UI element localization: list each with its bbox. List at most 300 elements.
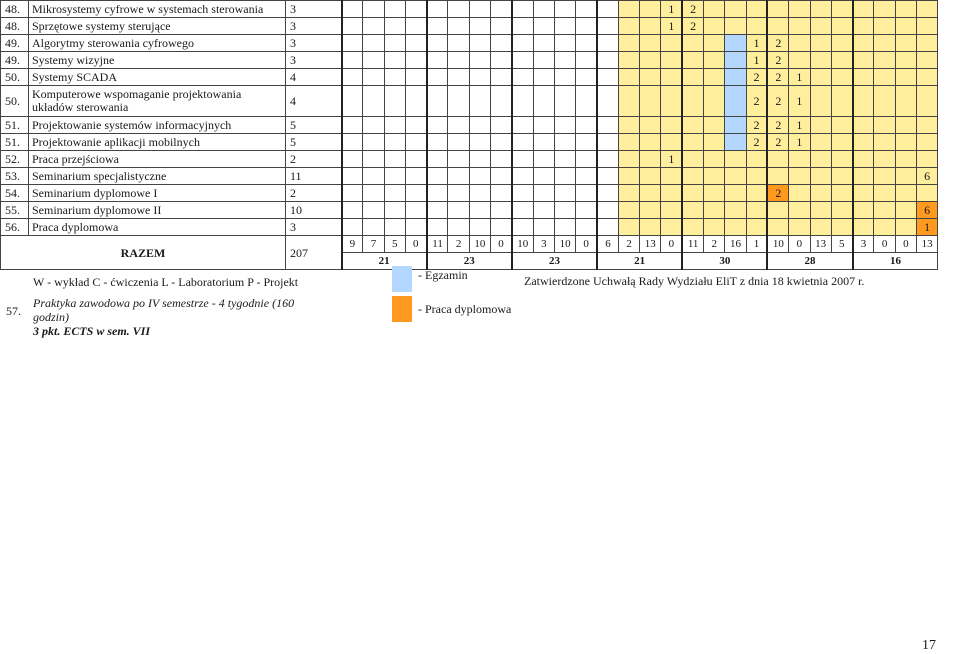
hours-cell: 1 bbox=[789, 69, 810, 86]
hours-cell bbox=[342, 168, 363, 185]
hours-cell bbox=[895, 185, 916, 202]
hours-cell: 1 bbox=[789, 86, 810, 117]
hours-cell bbox=[512, 151, 533, 168]
hours-cell bbox=[704, 134, 725, 151]
hours-cell bbox=[342, 185, 363, 202]
row-number: 55. bbox=[1, 202, 29, 219]
hours-cell bbox=[512, 185, 533, 202]
hours-cell bbox=[810, 134, 831, 151]
hours-cell bbox=[895, 86, 916, 117]
hours-cell bbox=[853, 168, 874, 185]
hours-cell bbox=[533, 117, 554, 134]
hours-cell bbox=[363, 151, 384, 168]
hours-cell: 1 bbox=[746, 52, 767, 69]
hours-cell bbox=[576, 151, 597, 168]
hours-cell bbox=[831, 185, 852, 202]
legend-practice-ects: 3 pkt. ECTS w sem. VII bbox=[33, 324, 151, 338]
hours-cell bbox=[640, 168, 661, 185]
hours-cell bbox=[874, 1, 895, 18]
hours-cell bbox=[704, 185, 725, 202]
row-number: 50. bbox=[1, 69, 29, 86]
table-row bbox=[1, 86, 938, 117]
hours-cell bbox=[469, 69, 490, 86]
hours-cell bbox=[597, 86, 618, 117]
hours-cell bbox=[831, 86, 852, 117]
hours-cell bbox=[533, 202, 554, 219]
hours-cell bbox=[405, 35, 426, 52]
hours-cell bbox=[363, 117, 384, 134]
hours-cell bbox=[491, 219, 512, 236]
hours-cell bbox=[427, 151, 448, 168]
hours-cell bbox=[469, 202, 490, 219]
hours-cell bbox=[853, 219, 874, 236]
hours-cell bbox=[448, 18, 469, 35]
subject-name: Praca dyplomowa bbox=[29, 219, 286, 236]
total-hours-cell: 5 bbox=[831, 236, 852, 253]
hours-cell bbox=[576, 35, 597, 52]
legend-practice: Praktyka zawodowa po IV semestrze - 4 tygodnie (160 godzin) bbox=[33, 296, 295, 324]
hours-cell bbox=[682, 35, 703, 52]
total-hours-cell: 3 bbox=[533, 236, 554, 253]
hours-cell bbox=[554, 151, 575, 168]
hours-cell bbox=[405, 18, 426, 35]
hours-cell bbox=[512, 168, 533, 185]
hours-cell: 1 bbox=[661, 18, 682, 35]
row-number: 50. bbox=[1, 86, 29, 117]
total-hours-cell: 10 bbox=[469, 236, 490, 253]
hours-cell bbox=[895, 52, 916, 69]
hours-cell bbox=[469, 35, 490, 52]
hours-cell bbox=[874, 35, 895, 52]
hours-cell: 2 bbox=[682, 1, 703, 18]
hours-cell bbox=[448, 168, 469, 185]
hours-cell bbox=[597, 69, 618, 86]
hours-cell bbox=[618, 52, 639, 69]
hours-cell bbox=[512, 69, 533, 86]
hours-cell bbox=[853, 117, 874, 134]
hours-cell bbox=[831, 69, 852, 86]
hours-cell: 1 bbox=[661, 1, 682, 18]
hours-cell bbox=[342, 151, 363, 168]
hours-cell bbox=[661, 52, 682, 69]
hours-cell bbox=[895, 117, 916, 134]
total-hours-cell: 2 bbox=[704, 236, 725, 253]
hours-cell bbox=[384, 151, 405, 168]
hours-cell bbox=[618, 134, 639, 151]
hours-cell bbox=[831, 1, 852, 18]
hours-cell bbox=[917, 86, 938, 117]
hours-cell bbox=[491, 1, 512, 18]
table-row bbox=[1, 134, 938, 151]
row-number: 48. bbox=[1, 1, 29, 18]
hours-cell bbox=[640, 134, 661, 151]
hours-cell bbox=[427, 219, 448, 236]
row-number: 53. bbox=[1, 168, 29, 185]
hours-cell bbox=[448, 219, 469, 236]
hours-cell bbox=[363, 185, 384, 202]
hours-cell bbox=[405, 219, 426, 236]
hours-cell bbox=[427, 52, 448, 69]
subject-name: Algorytmy sterowania cyfrowego bbox=[29, 35, 286, 52]
hours-cell bbox=[469, 219, 490, 236]
hours-cell bbox=[661, 69, 682, 86]
hours-cell bbox=[725, 219, 746, 236]
hours-cell bbox=[853, 86, 874, 117]
hours-cell bbox=[831, 52, 852, 69]
row-number: 56. bbox=[1, 219, 29, 236]
hours-cell bbox=[831, 134, 852, 151]
hours-cell bbox=[810, 202, 831, 219]
hours-cell: 1 bbox=[789, 117, 810, 134]
hours-cell bbox=[917, 1, 938, 18]
hours-cell bbox=[618, 86, 639, 117]
table-row bbox=[1, 52, 938, 69]
hours-cell bbox=[640, 52, 661, 69]
hours-cell: 1 bbox=[661, 151, 682, 168]
hours-cell bbox=[789, 151, 810, 168]
hours-cell bbox=[342, 219, 363, 236]
hours-cell bbox=[746, 219, 767, 236]
hours-cell bbox=[725, 202, 746, 219]
hours-cell bbox=[597, 185, 618, 202]
hours-cell bbox=[725, 134, 746, 151]
hours-cell bbox=[682, 202, 703, 219]
hours-cell bbox=[618, 69, 639, 86]
razem-label: RAZEM bbox=[1, 236, 286, 270]
hours-cell bbox=[682, 134, 703, 151]
hours-cell bbox=[533, 185, 554, 202]
hours-cell bbox=[704, 35, 725, 52]
hours-cell bbox=[491, 69, 512, 86]
hours-cell bbox=[618, 117, 639, 134]
hours-cell bbox=[576, 117, 597, 134]
hours-cell: 1 bbox=[789, 134, 810, 151]
hours-cell bbox=[597, 52, 618, 69]
hours-cell bbox=[576, 18, 597, 35]
hours-cell bbox=[789, 168, 810, 185]
hours-cell bbox=[895, 69, 916, 86]
semester-ects-cell: 16 bbox=[853, 253, 938, 270]
table-row bbox=[1, 202, 938, 219]
hours-cell bbox=[895, 1, 916, 18]
hours-cell bbox=[618, 151, 639, 168]
total-hours-cell: 0 bbox=[491, 236, 512, 253]
hours-cell bbox=[640, 1, 661, 18]
hours-cell bbox=[874, 117, 895, 134]
hours-cell bbox=[342, 35, 363, 52]
hours-cell bbox=[661, 134, 682, 151]
hours-cell bbox=[342, 18, 363, 35]
subject-name: Projektowanie aplikacji mobilnych bbox=[29, 134, 286, 151]
hours-cell bbox=[725, 185, 746, 202]
hours-cell bbox=[448, 202, 469, 219]
hours-cell bbox=[895, 35, 916, 52]
hours-cell bbox=[384, 52, 405, 69]
hours-cell bbox=[491, 35, 512, 52]
hours-cell bbox=[746, 202, 767, 219]
hours-cell bbox=[704, 117, 725, 134]
table-row bbox=[1, 1, 938, 18]
total-hours-cell: 13 bbox=[640, 236, 661, 253]
hours-cell bbox=[448, 185, 469, 202]
hours-cell bbox=[831, 202, 852, 219]
exam-color-swatch bbox=[392, 266, 412, 292]
total-hours-cell: 10 bbox=[767, 236, 788, 253]
total-hours-cell: 16 bbox=[725, 236, 746, 253]
hours-cell bbox=[554, 134, 575, 151]
hours-cell bbox=[725, 151, 746, 168]
hours-cell bbox=[597, 202, 618, 219]
hours-cell bbox=[789, 202, 810, 219]
hours-cell bbox=[491, 185, 512, 202]
hours-cell bbox=[618, 185, 639, 202]
subject-ects: 3 bbox=[286, 18, 342, 35]
hours-cell bbox=[895, 18, 916, 35]
hours-cell bbox=[661, 117, 682, 134]
hours-cell bbox=[640, 86, 661, 117]
hours-cell bbox=[491, 202, 512, 219]
hours-cell bbox=[533, 52, 554, 69]
subject-ects: 3 bbox=[286, 52, 342, 69]
hours-cell bbox=[831, 168, 852, 185]
hours-cell bbox=[831, 219, 852, 236]
hours-cell bbox=[384, 168, 405, 185]
subject-name: Systemy SCADA bbox=[29, 69, 286, 86]
hours-cell bbox=[874, 185, 895, 202]
hours-cell bbox=[342, 1, 363, 18]
table-row bbox=[1, 69, 938, 86]
hours-cell bbox=[789, 52, 810, 69]
hours-cell bbox=[405, 185, 426, 202]
hours-cell: 2 bbox=[746, 69, 767, 86]
subject-name: Projektowanie systemów informacyjnych bbox=[29, 117, 286, 134]
subject-ects: 3 bbox=[286, 35, 342, 52]
hours-cell bbox=[640, 117, 661, 134]
hours-cell bbox=[618, 168, 639, 185]
hours-cell bbox=[704, 1, 725, 18]
hours-cell bbox=[576, 86, 597, 117]
hours-cell bbox=[533, 134, 554, 151]
subject-ects: 4 bbox=[286, 86, 342, 117]
hours-cell bbox=[554, 185, 575, 202]
total-hours-cell: 6 bbox=[597, 236, 618, 253]
hours-cell bbox=[576, 1, 597, 18]
hours-cell bbox=[405, 1, 426, 18]
total-hours-cell: 13 bbox=[810, 236, 831, 253]
hours-cell bbox=[363, 1, 384, 18]
hours-cell bbox=[491, 134, 512, 151]
row-number: 49. bbox=[1, 52, 29, 69]
hours-cell bbox=[469, 86, 490, 117]
hours-cell bbox=[661, 86, 682, 117]
hours-cell bbox=[618, 35, 639, 52]
hours-cell bbox=[554, 202, 575, 219]
hours-cell: 2 bbox=[767, 185, 788, 202]
hours-cell bbox=[746, 18, 767, 35]
hours-cell bbox=[363, 219, 384, 236]
hours-cell bbox=[533, 151, 554, 168]
hours-cell bbox=[363, 69, 384, 86]
hours-cell bbox=[384, 18, 405, 35]
hours-cell bbox=[427, 35, 448, 52]
hours-cell bbox=[427, 168, 448, 185]
hours-cell bbox=[363, 35, 384, 52]
hours-cell bbox=[618, 219, 639, 236]
hours-cell bbox=[682, 185, 703, 202]
hours-cell bbox=[342, 134, 363, 151]
hours-cell bbox=[469, 185, 490, 202]
total-hours-cell: 0 bbox=[789, 236, 810, 253]
hours-cell bbox=[831, 18, 852, 35]
hours-cell bbox=[554, 219, 575, 236]
total-hours-cell: 3 bbox=[853, 236, 874, 253]
hours-cell bbox=[810, 219, 831, 236]
hours-cell bbox=[576, 134, 597, 151]
hours-cell bbox=[363, 168, 384, 185]
page-number: 17 bbox=[922, 638, 936, 653]
hours-cell bbox=[725, 35, 746, 52]
hours-cell bbox=[767, 202, 788, 219]
table-row bbox=[1, 151, 938, 168]
hours-cell bbox=[363, 18, 384, 35]
hours-cell bbox=[661, 202, 682, 219]
hours-cell bbox=[682, 86, 703, 117]
hours-cell bbox=[448, 86, 469, 117]
legend-class-types: W - wykład C - ćwiczenia L - Laboratorium P - Projekt bbox=[33, 275, 299, 289]
hours-cell bbox=[491, 86, 512, 117]
total-hours-cell: 0 bbox=[895, 236, 916, 253]
hours-cell bbox=[427, 86, 448, 117]
hours-cell bbox=[427, 1, 448, 18]
total-hours-cell: 0 bbox=[576, 236, 597, 253]
total-hours-cell: 7 bbox=[363, 236, 384, 253]
hours-cell bbox=[576, 52, 597, 69]
hours-cell bbox=[491, 18, 512, 35]
hours-cell bbox=[874, 18, 895, 35]
hours-cell bbox=[917, 185, 938, 202]
hours-cell bbox=[533, 1, 554, 18]
hours-cell bbox=[853, 134, 874, 151]
hours-cell bbox=[512, 117, 533, 134]
hours-cell bbox=[853, 69, 874, 86]
hours-cell bbox=[682, 69, 703, 86]
hours-cell bbox=[746, 185, 767, 202]
hours-cell: 2 bbox=[746, 86, 767, 117]
hours-cell bbox=[618, 1, 639, 18]
hours-cell bbox=[831, 151, 852, 168]
hours-cell bbox=[597, 151, 618, 168]
hours-cell bbox=[767, 168, 788, 185]
hours-cell bbox=[576, 185, 597, 202]
hours-cell bbox=[746, 168, 767, 185]
hours-cell bbox=[810, 86, 831, 117]
hours-cell bbox=[640, 18, 661, 35]
total-hours-cell: 10 bbox=[554, 236, 575, 253]
hours-cell bbox=[363, 134, 384, 151]
hours-cell bbox=[512, 134, 533, 151]
hours-cell bbox=[853, 18, 874, 35]
hours-cell bbox=[533, 168, 554, 185]
hours-cell bbox=[874, 69, 895, 86]
semester-ects-cell: 21 bbox=[597, 253, 682, 270]
hours-cell bbox=[342, 202, 363, 219]
hours-cell bbox=[597, 117, 618, 134]
hours-cell bbox=[405, 117, 426, 134]
hours-cell bbox=[405, 69, 426, 86]
hours-cell bbox=[895, 219, 916, 236]
hours-cell: 2 bbox=[767, 134, 788, 151]
total-hours-cell: 9 bbox=[342, 236, 363, 253]
hours-cell bbox=[704, 52, 725, 69]
subject-ects: 11 bbox=[286, 168, 342, 185]
hours-cell bbox=[597, 35, 618, 52]
hours-cell bbox=[554, 168, 575, 185]
hours-cell: 1 bbox=[746, 35, 767, 52]
hours-cell bbox=[917, 134, 938, 151]
hours-cell bbox=[767, 18, 788, 35]
hours-cell bbox=[917, 18, 938, 35]
row-number: 51. bbox=[1, 117, 29, 134]
subject-name: Seminarium dyplomowe II bbox=[29, 202, 286, 219]
subject-name: Komputerowe wspomaganie projektowania układów sterowania bbox=[29, 86, 286, 117]
hours-cell bbox=[554, 52, 575, 69]
hours-cell bbox=[661, 185, 682, 202]
subject-ects: 2 bbox=[286, 151, 342, 168]
hours-cell bbox=[384, 69, 405, 86]
hours-cell bbox=[618, 202, 639, 219]
hours-cell bbox=[512, 202, 533, 219]
hours-cell bbox=[810, 168, 831, 185]
hours-cell bbox=[384, 86, 405, 117]
hours-cell bbox=[469, 134, 490, 151]
hours-cell bbox=[789, 35, 810, 52]
hours-cell bbox=[853, 52, 874, 69]
legend-exam: - Egzamin bbox=[418, 268, 468, 282]
hours-cell bbox=[512, 219, 533, 236]
subject-name: Mikrosystemy cyfrowe w systemach sterowania bbox=[29, 1, 286, 18]
hours-cell bbox=[427, 202, 448, 219]
hours-cell: 2 bbox=[767, 117, 788, 134]
hours-cell bbox=[533, 219, 554, 236]
semester-ects-cell: 23 bbox=[512, 253, 597, 270]
hours-cell bbox=[831, 35, 852, 52]
subject-name: Seminarium specjalistyczne bbox=[29, 168, 286, 185]
hours-cell bbox=[682, 52, 703, 69]
hours-cell bbox=[512, 52, 533, 69]
hours-cell bbox=[682, 219, 703, 236]
hours-cell bbox=[491, 117, 512, 134]
hours-cell bbox=[874, 52, 895, 69]
hours-cell bbox=[874, 168, 895, 185]
hours-cell bbox=[725, 86, 746, 117]
hours-cell bbox=[789, 219, 810, 236]
hours-cell bbox=[640, 69, 661, 86]
hours-cell bbox=[448, 117, 469, 134]
hours-cell: 1 bbox=[917, 219, 938, 236]
hours-cell bbox=[554, 69, 575, 86]
razem-ects: 207 bbox=[286, 236, 342, 270]
hours-cell bbox=[342, 86, 363, 117]
hours-cell bbox=[917, 117, 938, 134]
hours-cell bbox=[704, 202, 725, 219]
hours-cell bbox=[384, 202, 405, 219]
hours-cell bbox=[874, 151, 895, 168]
hours-cell bbox=[427, 18, 448, 35]
subject-ects: 5 bbox=[286, 117, 342, 134]
hours-cell bbox=[512, 35, 533, 52]
semester-ects-cell: 30 bbox=[682, 253, 767, 270]
subject-name: Praca przejściowa bbox=[29, 151, 286, 168]
